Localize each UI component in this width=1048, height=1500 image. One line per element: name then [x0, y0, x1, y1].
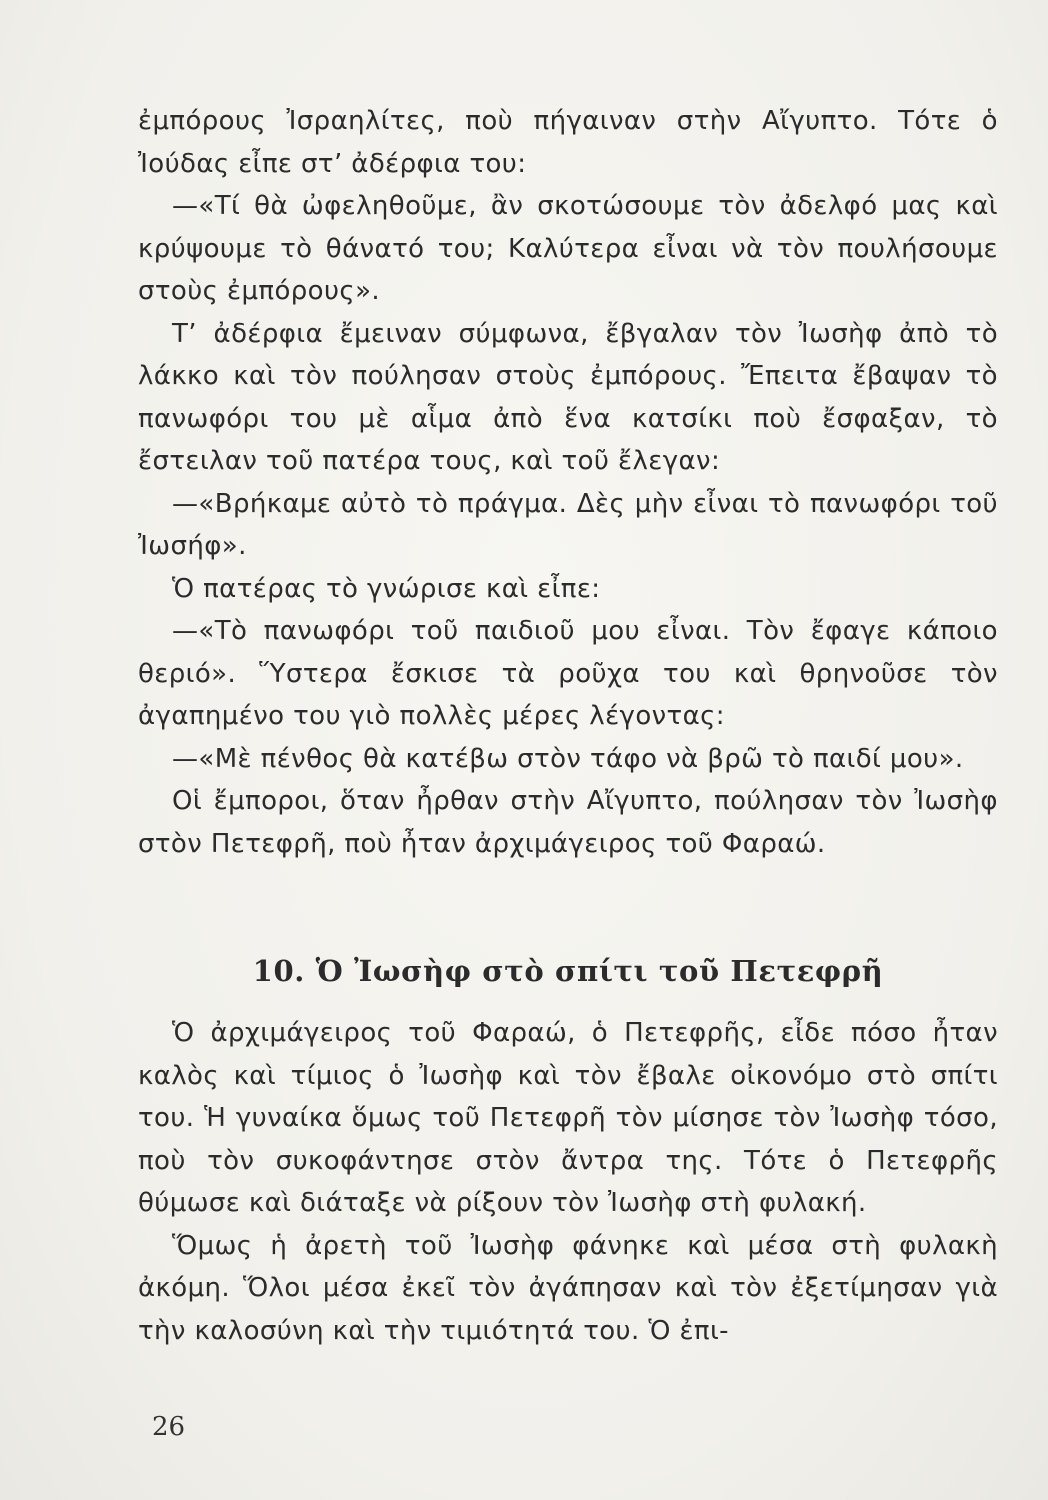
paragraph: Ὁ ἀρχιμάγειρος τοῦ Φαραώ, ὁ Πετεφρῆς, εἶδε πόσο ἦταν καλὸς καὶ τίμιος ὁ Ἰωσὴφ καὶ τὸν ἔβαλε οἰκονόμο στὸ σπίτι του. Ἡ γυναίκα ὅμως τοῦ Πετεφρῆ τὸν μίσησε τὸν Ἰωσὴφ τόσο, ποὺ τὸν συκοφάντησε στὸν ἄντρα της. Τότε ὁ Πετεφρῆς θύμωσε καὶ διάταξε νὰ ρίξουν τὸν Ἰωσὴφ στὴ φυλακή. [138, 1018, 998, 1218]
paragraph: —«Μὲ πένθος θὰ κατέβω στὸν τάφο νὰ βρῶ τὸ παιδί μου». [172, 743, 964, 774]
section-body-text [138, 1012, 998, 1352]
paragraph: Ὅμως ἡ ἀρετὴ τοῦ Ἰωσὴφ φάνηκε καὶ μέσα στὴ φυλακὴ ἀκόμη. Ὅλοι μέσα ἐκεῖ τὸν ἀγάπησαν καὶ τὸν ἐξετίμησαν γιὰ τὴν καλοσύνη καὶ τὴν τιμιότητά του. Ὁ ἐπι- [138, 1230, 998, 1346]
paragraph: —«Τὸ πανωφόρι τοῦ παιδιοῦ μου εἶναι. Τὸν ἔφαγε κάποιο θεριό». Ὕστερα ἔσκισε τὰ ροῦχα του καὶ θρηνοῦσε τὸν ἀγαπημένο του γιὸ πολλὲς μέρες λέγοντας: [138, 616, 998, 731]
paragraph: —«Βρήκαμε αὐτὸ τὸ πράγμα. Δὲς μὴν εἶναι τὸ πανωφόρι τοῦ Ἰωσήφ». [138, 488, 998, 561]
paragraph: Οἱ ἔμποροι, ὅταν ἦρθαν στὴν Αἴγυπτο, πούλησαν τὸν Ἰωσὴφ στὸν Πετεφρῆ, ποὺ ἦταν ἀρχιμάγειρος τοῦ Φαραώ. [138, 786, 998, 859]
paragraph: ἐμπόρους Ἰσραηλίτες, ποὺ πήγαιναν στὴν Αἴγυπτο. Τότε ὁ Ἰούδας εἶπε στ’ ἀδέρφια του: [138, 106, 998, 179]
paragraph: —«Τί θὰ ὠφεληθοῦμε, ἂν σκοτώσουμε τὸν ἀδελφό μας καὶ κρύψουμε τὸ θάνατό του; Καλύτερα εἶναι νὰ τὸν πουλήσουμε στοὺς ἐμπόρους». [138, 191, 998, 306]
page-number: 26 [152, 1412, 186, 1442]
body-text [138, 100, 998, 865]
section-heading: 10. Ὁ Ἰωσὴφ στὸ σπίτι τοῦ Πετεφρῆ [252, 954, 884, 988]
paragraph: Τ’ ἀδέρφια ἔμειναν σύμφωνα, ἔβγαλαν τὸν Ἰωσὴφ ἀπὸ τὸ λάκκο καὶ τὸν πούλησαν στοὺς ἐμπόρους. Ἔπειτα ἔβαψαν τὸ πανωφόρι του μὲ αἷμα ἀπὸ ἕνα κατσίκι ποὺ ἔσφαξαν, τὸ ἔστειλαν τοῦ πατέρα τους, καὶ τοῦ ἔλεγαν: [138, 318, 998, 476]
paragraph: Ὁ πατέρας τὸ γνώρισε καὶ εἶπε: [172, 573, 601, 604]
